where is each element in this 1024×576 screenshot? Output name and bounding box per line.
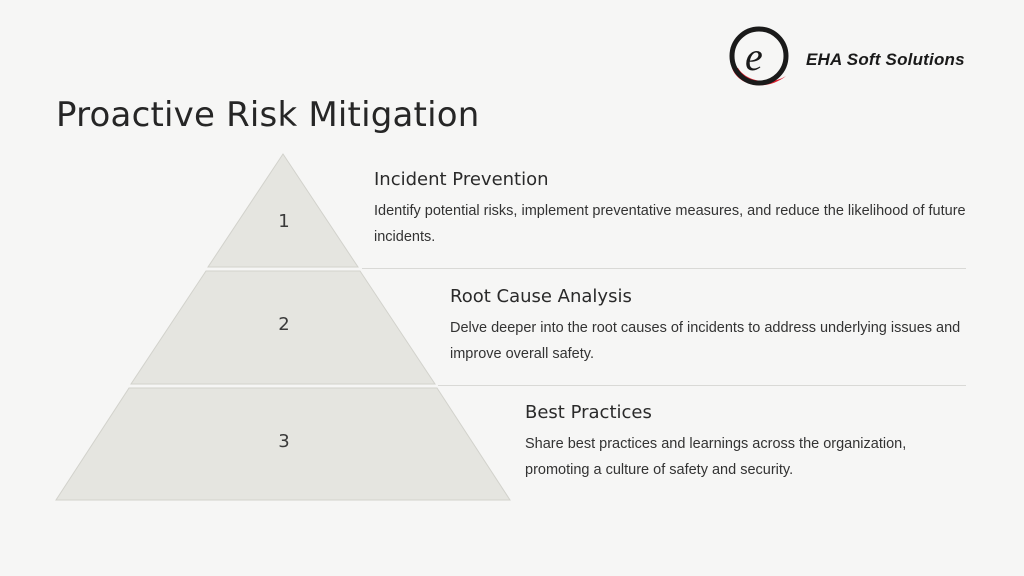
tier-text-2: [450, 286, 970, 367]
tier-description-1: Identify potential risks, implement preventative measures, and reduce the likelihood of future incidents.: [374, 203, 966, 245]
tier-description-2: Delve deeper into the root causes of incidents to address underlying issues and improve overall safety.: [450, 320, 961, 362]
tier-heading-1: Incident Prevention: [374, 169, 549, 190]
tier-heading-3: Best Practices: [525, 402, 652, 423]
tier-number-1: 1: [278, 211, 290, 232]
tier-number-3: 3: [278, 431, 290, 452]
tier-heading-2: Root Cause Analysis: [450, 286, 632, 307]
tier-description-3: Share best practices and learnings across the organization, promoting a culture of safety and security.: [525, 436, 907, 478]
tier-text-3: [525, 402, 945, 483]
page-title: Proactive Risk Mitigation: [56, 94, 480, 135]
divider-1: [362, 268, 966, 269]
tier-text-1: [374, 169, 974, 250]
logo-letter: e: [745, 34, 763, 79]
divider-2: [438, 385, 966, 386]
logo-text: EHA Soft Solutions: [806, 50, 965, 69]
tier-number-2: 2: [278, 314, 290, 335]
